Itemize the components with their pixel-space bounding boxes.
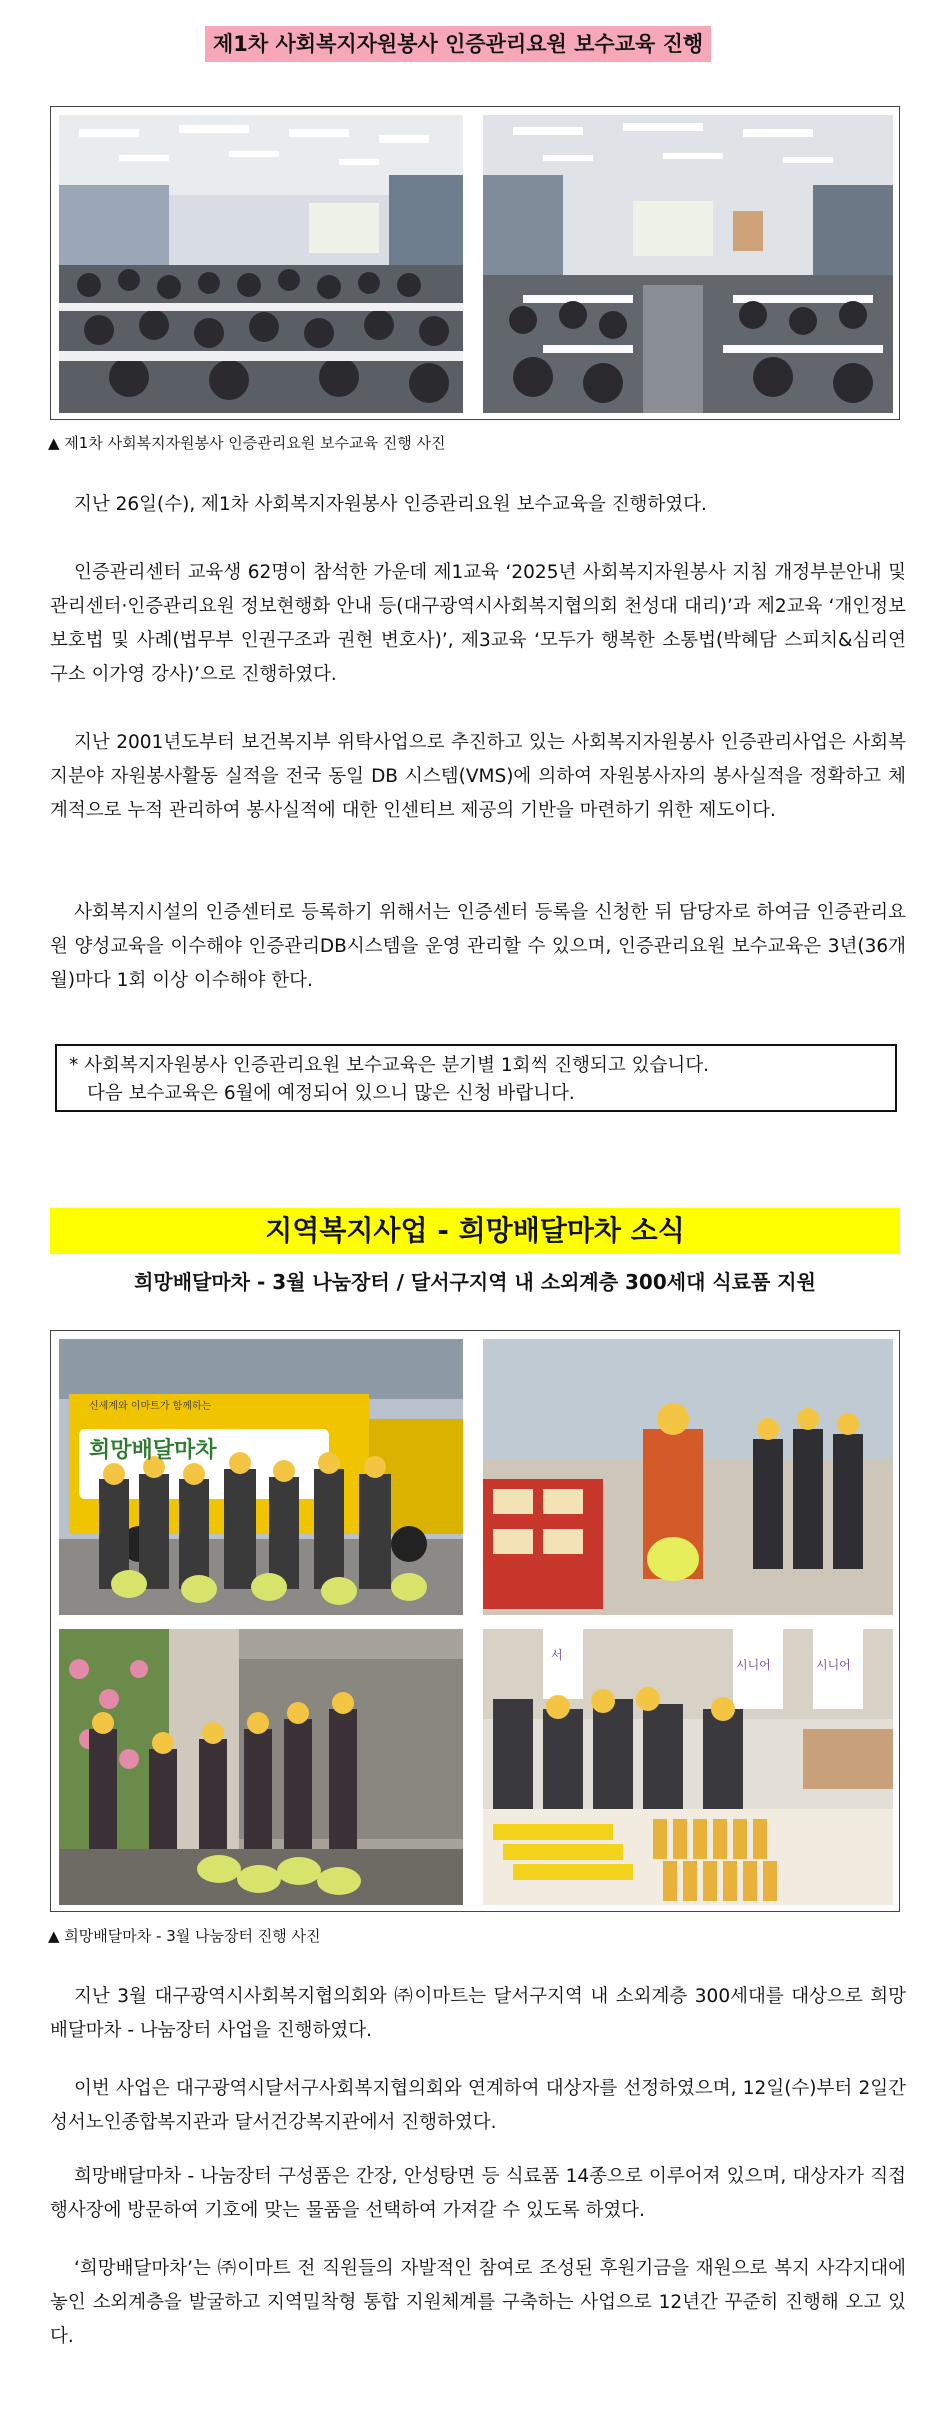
section2-paragraph-3-text: 희망배달마차 - 나눔장터 구성품은 간장, 안성탕면 등 식료품 14종으로 이루어져 있으며, 대상자가 직접 행사장에 방문하여 기호에 맞는 물품을 선택하여 가져갈 수 있도록 하였다. [50, 2166, 906, 2221]
section2-photo-frame [50, 1330, 900, 1912]
section1-paragraph-4 [50, 896, 906, 998]
market-photo-2 [59, 1629, 463, 1905]
market-photo-1-image [483, 1339, 893, 1615]
section1-paragraph-4-text: 사회복지시설의 인증센터로 등록하기 위해서는 인증센터 등록을 신청한 뒤 담당자로 하여금 인증관리요원 양성교육을 이수해야 인증관리DB시스템을 운영 관리할 수 있으며, 인증관리요원 보수교육은 3년(36개월)마다 1회 이상 이수해야 한다. [50, 902, 906, 991]
section2-paragraph-2 [50, 2072, 906, 2140]
notice-line-1: * 사회복지자원봉사 인증관리요원 보수교육은 분기별 1회씩 진행되고 있습니다. [69, 1055, 709, 1076]
truck-text-small: 신세계와 이마트가 함께하는 [89, 1401, 212, 1412]
section1-paragraph-3 [50, 726, 906, 828]
section2-paragraph-3 [50, 2160, 906, 2228]
market-photo-3 [483, 1629, 893, 1905]
market-photo-1 [483, 1339, 893, 1615]
section1-photo-caption: ▲ 제1차 사회복지자원봉사 인증관리요원 보수교육 진행 사진 [48, 434, 446, 452]
notice-box [55, 1044, 897, 1112]
section2-paragraph-2-text: 이번 사업은 대구광역시달서구사회복지협의회와 연계하여 대상자를 선정하였으며, 12일(수)부터 2일간 성서노인종합복지관과 달서건강복지관에서 진행하였다. [50, 2078, 906, 2133]
section2-paragraph-1-text: 지난 3월 대구광역시사회복지협의회와 ㈜이마트는 달서구지역 내 소외계층 300세대를 대상으로 희망배달마차 - 나눔장터 사업을 진행하였다. [50, 1986, 906, 2041]
market-photo-2-image [59, 1629, 463, 1905]
wall-text-1: 서 [551, 1648, 563, 1662]
seminar-photo-left-image [59, 115, 463, 413]
section2-paragraph-4 [50, 2252, 906, 2354]
seminar-photo-left [59, 115, 463, 413]
wall-text-2: 시니어 [736, 1658, 771, 1672]
section2-banner: 지역복지사업 - 희망배달마차 소식 [50, 1208, 900, 1254]
section1-paragraph-2-text: 인증관리센터 교육생 62명이 참석한 가운데 제1교육 ‘2025년 사회복지자원봉사 지침 개정부분안내 및 관리센터·인증관리요원 정보현행화 안내 등(대구광역시사회복지협의회 천성대 대리)’과 제2교육 ‘개인정보보호법 및 사례(법무부 인권구조과 권현 변호사)’, 제3교육 ‘모두가 행복한 소통법(박혜담 스피치&심리연구소 이가영 강사)’으로 진행하였다. [50, 562, 906, 685]
section1-paragraph-3-text: 지난 2001년도부터 보건복지부 위탁사업으로 추진하고 있는 사회복지자원봉사 인증관리사업은 사회복지분야 자원봉사활동 실적을 전국 동일 DB 시스템(VMS)에 의하여 자원봉사자의 봉사실적을 정확하고 체계적으로 누적 관리하여 봉사실적에 대한 인센티브 제공의 기반을 마련하기 위한 제도이다. [50, 732, 906, 821]
section2-paragraph-1 [50, 1980, 906, 2048]
section1-title: 제1차 사회복지자원봉사 인증관리요원 보수교육 진행 [205, 26, 711, 62]
truck-photo-image [59, 1339, 463, 1615]
truck-text-large: 희망배달마차 [89, 1438, 217, 1463]
section2-photo-caption: ▲ 희망배달마차 - 3월 나눔장터 진행 사진 [48, 1927, 321, 1945]
section2-subtitle: 희망배달마차 - 3월 나눔장터 / 달서구지역 내 소외계층 300세대 식료품 지원 [134, 1270, 816, 1294]
section1-paragraph-2 [50, 556, 906, 692]
section1-photo-frame [50, 106, 900, 420]
wall-text-3: 시니어 [816, 1658, 851, 1672]
seminar-photo-right-image [483, 115, 893, 413]
section1-paragraph-1 [50, 488, 906, 522]
truck-photo [59, 1339, 463, 1615]
section1-paragraph-1-text: 지난 26일(수), 제1차 사회복지자원봉사 인증관리요원 보수교육을 진행하였다. [74, 494, 707, 515]
section2-paragraph-4-text: ‘희망배달마차’는 ㈜이마트 전 직원들의 자발적인 참여로 조성된 후원기금을 재원으로 복지 사각지대에 놓인 소외계층을 발굴하고 지역밀착형 통합 지원체계를 구축하는 사업으로 12년간 꾸준히 진행해 오고 있다. [50, 2258, 906, 2347]
notice-line-2: 다음 보수교육은 6월에 예정되어 있으니 많은 신청 바랍니다. [87, 1083, 575, 1104]
market-photo-3-image [483, 1629, 893, 1905]
seminar-photo-right [483, 115, 893, 413]
